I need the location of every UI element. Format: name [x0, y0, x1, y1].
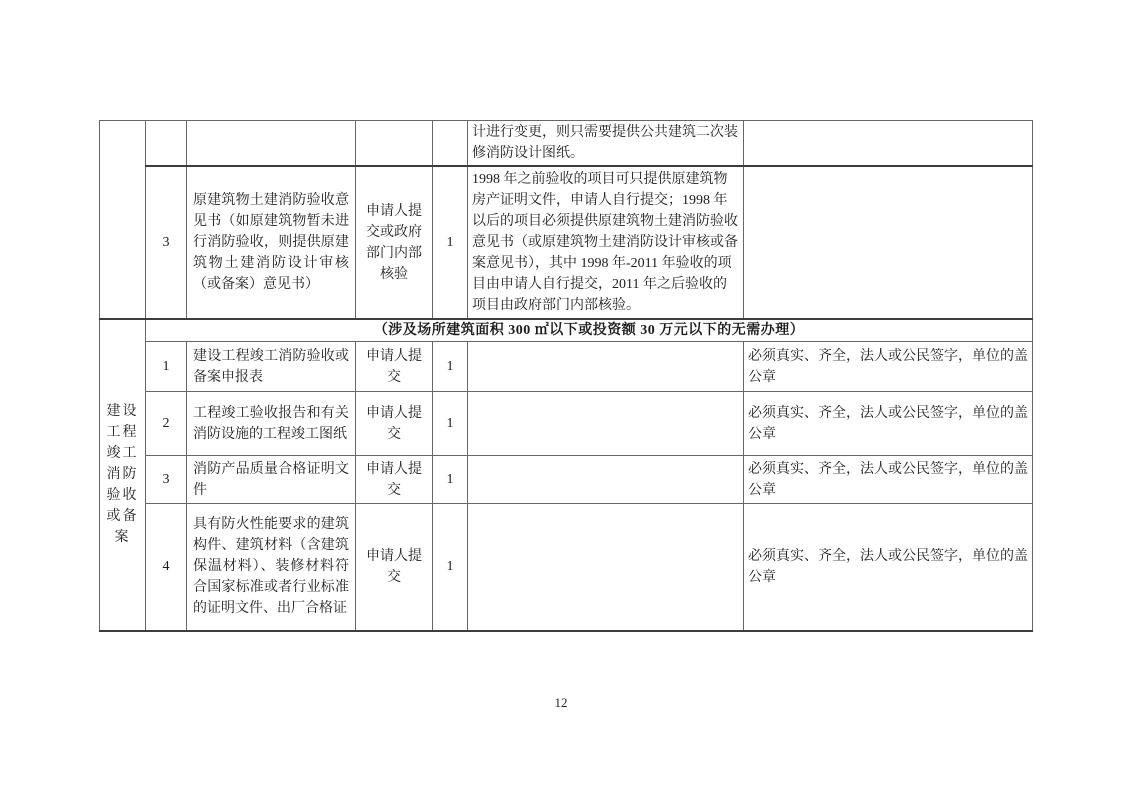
cell-requirement: 必须真实、齐全，法人或公民签字，单位的盖公章	[744, 342, 1033, 392]
cell-requirement: 必须真实、齐全，法人或公民签字，单位的盖公章	[744, 504, 1033, 631]
cell-item: 消防产品质量合格证明文件	[187, 456, 356, 504]
cell-count: 1	[433, 456, 468, 504]
cell-note	[468, 342, 744, 392]
cell-count	[433, 121, 468, 167]
cell-item: 具有防火性能要求的建筑构件、建筑材料（含建筑保温材料）、装修材料符合国家标准或者行业标准的证明文件、出厂合格证	[187, 504, 356, 631]
cell-note: 计进行变更，则只需要提供公共建筑二次装修消防设计图纸。	[468, 121, 744, 167]
cell-note	[468, 392, 744, 456]
cell-method: 申请人提交	[356, 392, 433, 456]
cell-category-upper	[100, 121, 146, 320]
cell-note: 1998 年之前验收的项目可只提供原建筑物房产证明文件，申请人自行提交；1998 年以后的项目必须提供原建筑物土建消防验收意见书（或原建筑物土建消防设计审核或备案意见书），其中 1998 年-2011 年验收的项目由申请人自行提交，2011 年之后验收的项目由政府部门内部核验。	[468, 166, 744, 319]
page-number: 12	[554, 695, 568, 710]
cell-seq: 1	[146, 342, 187, 392]
cell-seq	[146, 121, 187, 167]
cell-item: 建设工程竣工消防验收或备案申报表	[187, 342, 356, 392]
table-row	[100, 456, 1033, 504]
table-row	[100, 392, 1033, 456]
cell-method: 申请人提交	[356, 342, 433, 392]
cell-note	[468, 504, 744, 631]
cell-item	[187, 121, 356, 167]
cell-method: 申请人提交	[356, 504, 433, 631]
cell-item: 原建筑物土建消防验收意见书（如原建筑物暂未进行消防验收，则提供原建筑物土建消防设计审核（或备案）意见书）	[187, 166, 356, 319]
table-row-notice	[100, 319, 1033, 342]
cell-method: 申请人提交或政府部门内部核验	[356, 166, 433, 319]
table-row	[100, 504, 1033, 631]
cell-requirement	[744, 166, 1033, 319]
cell-count: 1	[433, 392, 468, 456]
cell-count: 1	[433, 166, 468, 319]
table-row	[100, 166, 1033, 319]
cell-item: 工程竣工验收报告和有关消防设施的工程竣工图纸	[187, 392, 356, 456]
cell-seq: 2	[146, 392, 187, 456]
cell-requirement: 必须真实、齐全，法人或公民签字，单位的盖公章	[744, 456, 1033, 504]
cell-method: 申请人提交	[356, 456, 433, 504]
requirements-table	[99, 120, 1033, 632]
cell-count: 1	[433, 342, 468, 392]
cell-note	[468, 456, 744, 504]
cell-category-lower: 建设工程竣工消防验收或备案	[100, 319, 146, 631]
cell-requirement	[744, 121, 1033, 167]
table-row-continued	[100, 121, 1033, 167]
table-row	[100, 342, 1033, 392]
notice-cell: （涉及场所建筑面积 300 ㎡以下或投资额 30 万元以下的无需办理）	[146, 319, 1033, 342]
cell-method	[356, 121, 433, 167]
cell-seq: 3	[146, 456, 187, 504]
cell-seq: 4	[146, 504, 187, 631]
cell-seq: 3	[146, 166, 187, 319]
cell-requirement: 必须真实、齐全，法人或公民签字，单位的盖公章	[744, 392, 1033, 456]
cell-count: 1	[433, 504, 468, 631]
